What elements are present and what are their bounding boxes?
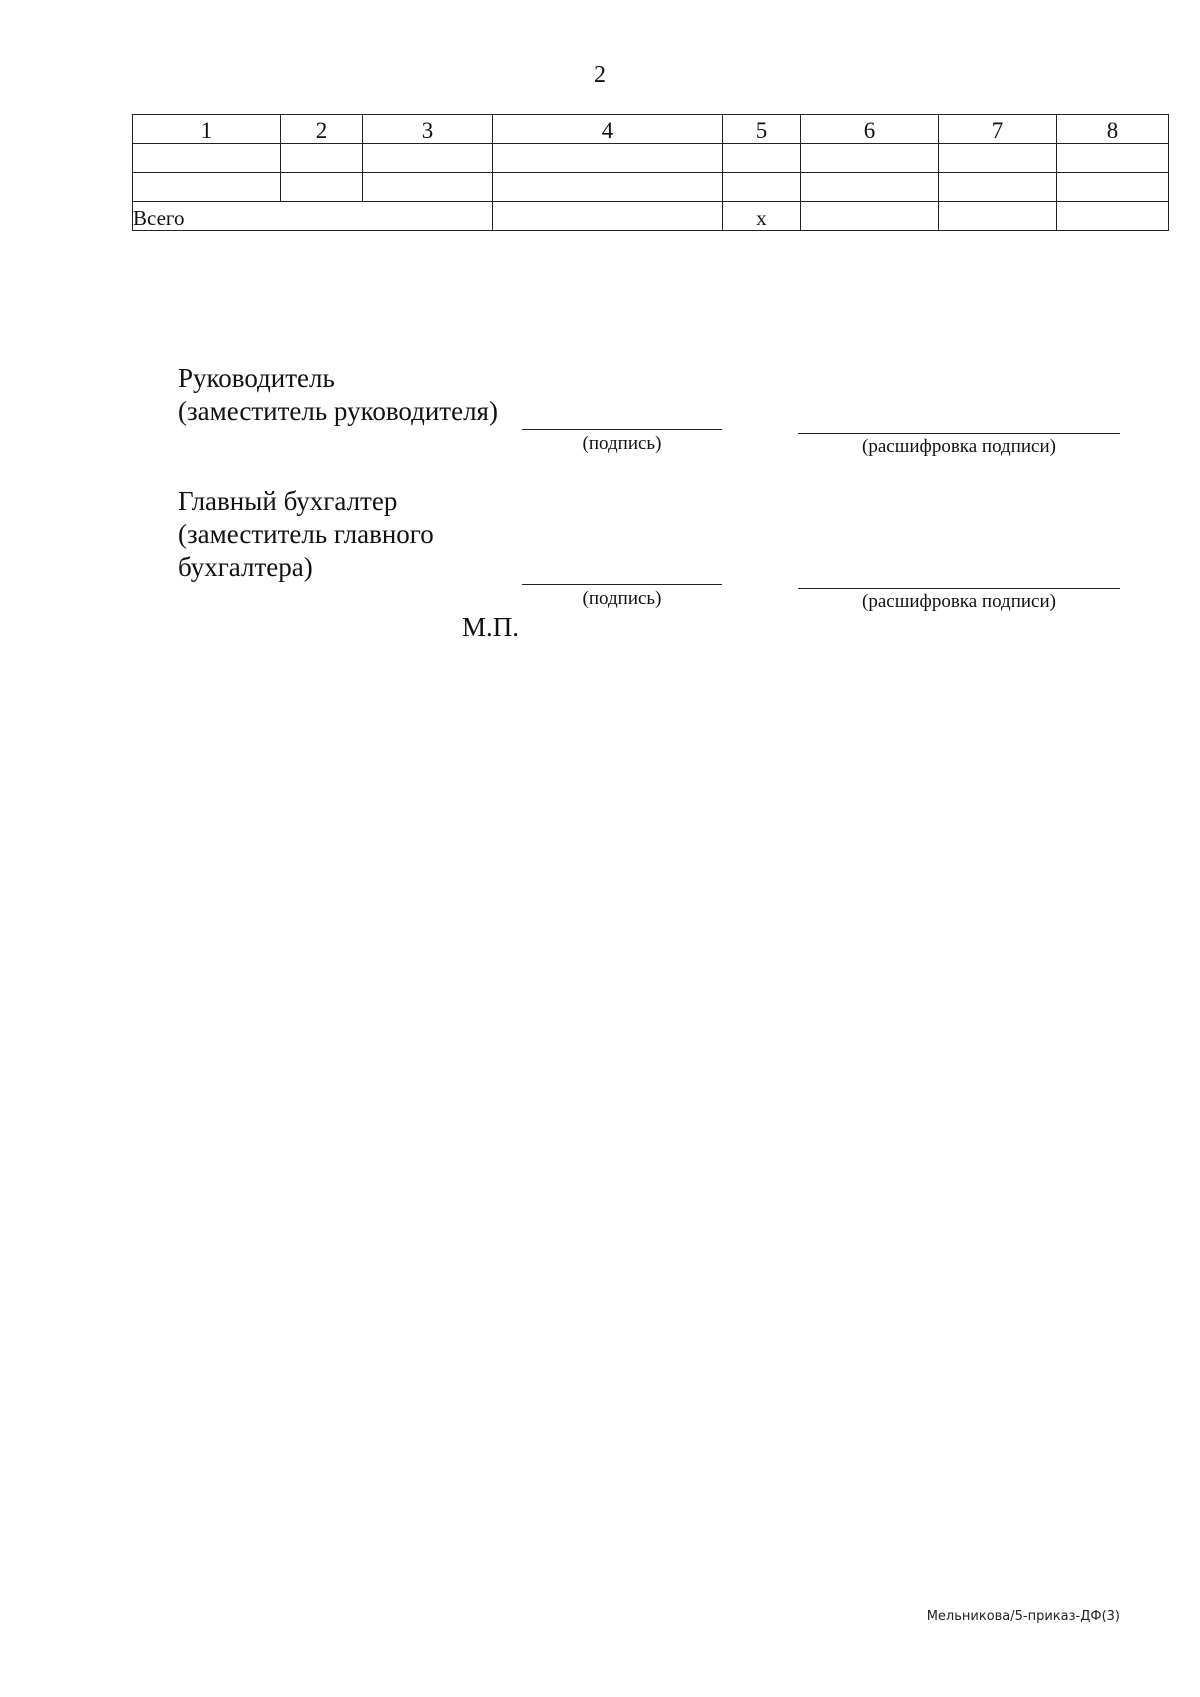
head-title: Руководитель <box>178 363 335 393</box>
column-header-7: 7 <box>939 115 1057 144</box>
table-header-row <box>133 115 1169 144</box>
table-cell <box>801 173 939 202</box>
column-header-4: 4 <box>493 115 723 144</box>
total-cell-5: x <box>723 202 801 231</box>
table-cell <box>939 144 1057 173</box>
chief-accountant-decoding-caption: (расшифровка подписи) <box>862 591 1056 612</box>
table-cell <box>1057 144 1169 173</box>
table-cell <box>493 173 723 202</box>
table-cell <box>281 173 363 202</box>
table-cell <box>133 144 281 173</box>
chief-accountant-signature-caption: (подпись) <box>582 588 662 609</box>
chief-accountant-deputy-title-1: (заместитель главного <box>178 519 434 549</box>
head-decoding-caption: (расшифровка подписи) <box>862 436 1056 457</box>
table-row <box>133 173 1169 202</box>
total-cell-4 <box>493 202 723 231</box>
data-table <box>132 114 1169 231</box>
table-cell <box>363 173 493 202</box>
head-deputy-title: (заместитель руководителя) <box>178 396 498 426</box>
column-header-5: 5 <box>723 115 801 144</box>
table-cell <box>723 173 801 202</box>
chief-accountant-title: Главный бухгалтер <box>178 486 398 516</box>
column-header-2: 2 <box>281 115 363 144</box>
chief-accountant-deputy-title-2: бухгалтера) <box>178 552 313 582</box>
column-header-3: 3 <box>363 115 493 144</box>
total-cell-7 <box>939 202 1057 231</box>
table-cell <box>493 144 723 173</box>
column-header-8: 8 <box>1057 115 1169 144</box>
table-row <box>133 144 1169 173</box>
table-cell <box>133 173 281 202</box>
table-cell <box>723 144 801 173</box>
total-cell-8 <box>1057 202 1169 231</box>
chief-accountant-signature-line[interactable] <box>522 584 722 585</box>
head-signature-caption: (подпись) <box>582 433 662 454</box>
total-label: Всего <box>133 202 493 231</box>
column-header-6: 6 <box>801 115 939 144</box>
stamp-place-label: М.П. <box>462 612 520 642</box>
footer-file-reference: Мельникова/5-приказ-ДФ(3) <box>926 1609 1120 1624</box>
chief-accountant-signature-label <box>178 485 434 584</box>
head-signature-label <box>178 362 498 428</box>
table-total-row <box>133 202 1169 231</box>
total-cell-6 <box>801 202 939 231</box>
chief-accountant-decoding-line[interactable] <box>798 588 1120 589</box>
table-cell <box>363 144 493 173</box>
table-cell <box>939 173 1057 202</box>
head-decoding-line[interactable] <box>798 433 1120 434</box>
table-cell <box>281 144 363 173</box>
page-number: 2 <box>594 62 606 88</box>
head-signature-line[interactable] <box>522 429 722 430</box>
column-header-1: 1 <box>133 115 281 144</box>
table-cell <box>801 144 939 173</box>
table-cell <box>1057 173 1169 202</box>
